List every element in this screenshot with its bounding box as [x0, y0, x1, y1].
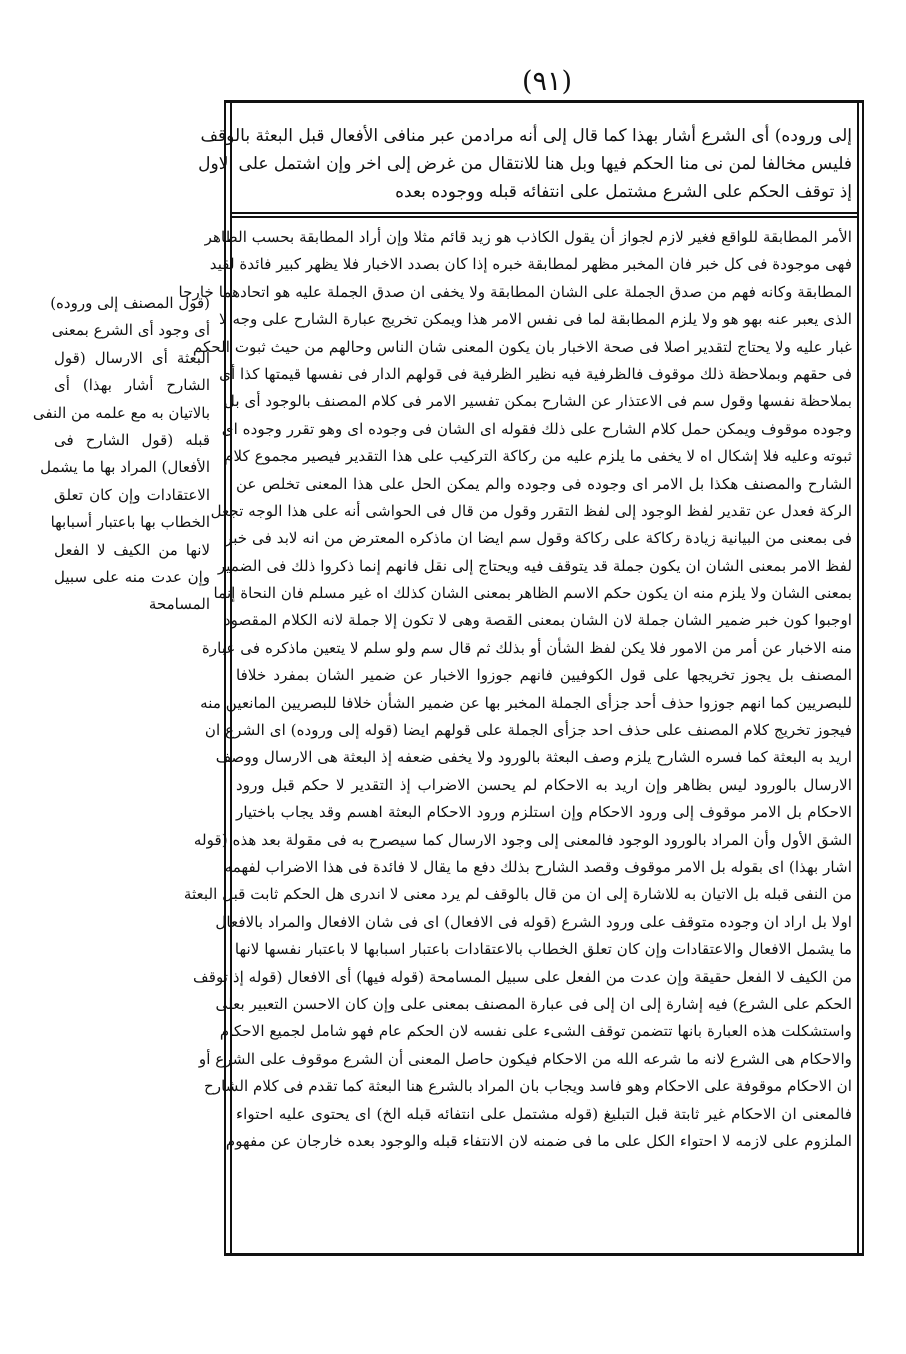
margin-line: أى وجود أى الشرع بمعنى	[51, 321, 210, 340]
sharh-line: بمعنى الشان ولا يلزم منه ان يكون حكم الاسم الظاهر بمعنى الشان كذلك اه غير مسلم فان النحاة إنما	[213, 584, 852, 603]
margin-line: المسامحة	[148, 595, 210, 614]
margin-line: قبله (قول الشارح فى	[54, 430, 210, 449]
matn-separator-rule	[230, 212, 858, 214]
sharh-line: الحكم على الشرع) فيه إشارة إلى ان إلى فى عبارة المصنف بمعنى على وإن كان الاحسن التعبير بعلى	[215, 994, 852, 1013]
margin-note-block	[32, 290, 210, 619]
sharh-line: فالمعنى ان الاحكام غير ثابتة قبل التبليغ (قوله مشتمل على انتفائه قبله الخ) اى يحتوى عليه احتواء	[236, 1104, 852, 1123]
sharh-line: فى بمعنى من البيانية زيادة ركاكة على ركاكة وقول سم ايضا ان ماذكره المعترض من انه لابد فى خبر	[224, 529, 852, 548]
margin-line: البعثة أى الارسال (قول	[54, 348, 210, 367]
matn-line: إذ توقف الحكم على الشرع مشتمل على انتفائه قبله ووجوده بعده	[395, 182, 852, 202]
sharh-line: غبار عليه ولا يحتاج لتقدير اصلا فى صحة الاخبار بان يكون المعنى شان الناس وحالهم من حيث ثبوت الحكم	[192, 337, 852, 356]
sharh-line: اولا بل اراد ان وجوده متوقف على ورود الشرع (قوله فى الافعال) اى فى شان الافعال والمراد بالافعال	[215, 912, 852, 931]
sharh-line: الركة فعدل عن تقدير لفظ الوجود إلى لفظ التقرر وقول من قال فى الحواشى أنه على هذا الوجه تجعل	[210, 501, 852, 520]
sharh-line: وجوده موقوف ويمكن حمل كلام الشارح على ذلك فقوله اى الشان فى وجوده اى وهو تقرر وجوده اى	[221, 419, 852, 438]
margin-line: بالاتيان به مع علمه من النفى	[32, 403, 210, 422]
sharh-line: من النفى قبله بل الاتيان به للاشارة إلى ان من قال بالوقف لم يرد معنى لا اندرى هل الحكم ثابت قبل البعثة	[183, 885, 852, 904]
sharh-line: فيجوز تخريج كلام المصنف على حذف احد جزأى الجملة على قولهم ايضا (قوله إلى وروده) اى الشرع ان	[204, 721, 852, 740]
sharh-line: منه الاخبار عن أمر من الامور فلا يكن لفظ الشأن أو بذلك ثم قال سم ولو سلم لا يتعين ماذكره فى عبارة	[201, 638, 852, 657]
sharh-line: ان الاحكام موقوفة على الاحكام وهو فاسد ويجاب بان المراد بالشرع هنا البعثة كما تقدم فى كلام الشارح	[204, 1077, 852, 1096]
sharh-line: اريد به البعثة كما فسره الشارح يلزم وصف البعثة بالورود ولا يخفى ضعفه إذ البعثة هى الارسال ووصف	[215, 748, 852, 767]
sharh-line: المطابقة وكانه فهم من صدق الجملة على الشان المطابقة ولا يخفى ان صدق الجملة عليه هو اتحادهما خارجا	[178, 282, 852, 301]
sharh-line: ما يشمل الافعال والاعتقادات وإن كان تعلق الخطاب بالاعتقادات باعتبار اسبابها لا باعتبار نفسها لانها	[234, 940, 852, 959]
sharh-line: والاحكام هى الشرع لانه ما شرعه الله من الاحكام فيكون حاصل المعنى أن الشرع موقوف على الشرع أو	[198, 1049, 852, 1068]
sharh-line: من الكيف لا الفعل حقيقة وإن عدت من الفعل على سبيل المسامحة (قوله فيها) أى الافعال (قوله إذ توقف	[192, 967, 852, 986]
sharh-line: اشار بهذا) اى بقوله بل الامر موقوف وقصد الشارح بذلك دفع ما يقال لا فائدة فى هذا الاضراب لفهمه	[224, 857, 852, 876]
sharh-line: ثبوته وعليه فلا إشكال اه لا يخفى ما يلزم عليه من ركاكة التركيب على هذا التقدير فيصير مجموع كلام	[224, 447, 852, 466]
sharh-line: اوجبوا كون خبر ضمير الشان جملة لان الشان بمعنى القصة وهى لا تكون إلا جملة لانه الكلام المقصود	[223, 611, 852, 630]
margin-line: وإن عدت منه على سبيل	[54, 567, 210, 586]
sharh-line: الشق الأول وأن المراد بالورود الوجود فالمعنى إلى وجود الارسال كما سيصرح به فى مقولة بعد هذه (قوله	[193, 830, 852, 849]
margin-line: (قول المصنف إلى وروده)	[50, 294, 210, 312]
matn-line: فليس مخالفا لمن نى منا الحكم فيها وبل هنا للانتقال من غرض إلى اخر وإن اشتمل على الاول	[198, 154, 852, 174]
sharh-line: فى حقهم وبملاحظة ذلك موقوف فالظرفية فيه نظير الظرفية فى قولهم الدار فى نفسها قيمتها كذا أى	[219, 364, 852, 383]
margin-line: الاعتقادات وإن كان تعلق	[54, 485, 210, 504]
sharh-line: الملزوم على لازمه لا احتواء الكل على ما فى ضمنه لان الانتفاء قبله والوجود بعده خارجان عن مفهوم	[225, 1131, 852, 1150]
sharh-line: للبصريين كما انهم جوزوا حذف أحد جزأى الجملة المخبر بها عن ضمير الشأن خلافا للبصريين المانعين منه	[200, 693, 852, 712]
matn-line: إلى وروده) أى الشرع أشار بهذا كما قال إلى أنه مرادمن عبر منافى الأفعال قبل البعثة بالوقف	[200, 126, 852, 146]
sharh-line: فهى موجودة فى كل خبر فان المخبر مظهر لمطابقة خبره إذا كان بصدد الاخبار فلا يظهر كبير فائدة لقيد	[209, 255, 852, 274]
sharh-line: واستشكلت هذه العبارة بانها تتضمن توقف الشىء على نفسه لان الحكم عام فهو شامل لجميع الاحكام	[219, 1022, 852, 1041]
sharh-line: الشارح والمصنف هكذا بل الامر اى وجوده فى وجوده والم يمكن الحل على هذا المعنى تخلص عن	[236, 474, 852, 493]
sharh-line: الأمر المطابقة للواقع فغير لازم لجواز أن يقول الكاذب هو زيد قائم مثلا وإن أراد المطابقة بحسب الظاهر	[204, 228, 852, 246]
frame-right-rule-inner	[862, 100, 864, 1253]
sharh-line: لفظ الامر بمعنى الشان ان يكون جملة قد يتوقف فيه ويحتاج إلى نقل فانهم إنما ذكروا ذلك فى الضمير	[217, 556, 852, 575]
sharh-line: بملاحظة نفسها وقول سم فى الاعتذار عن الشارح بمكن تفسير الامر فى كلام المصنف بالوجود أى بل	[223, 392, 852, 411]
sharh-line: الاحكام بل الامر موقوف إلى ورود الاحكام وإن استلزم ورود الاحكام البعثة اهسم وقد يجاب باختيار	[236, 803, 852, 822]
margin-line: الخطاب بها باعتبار أسبابها	[50, 513, 210, 532]
sharh-line: الذى يعبر عنه بهو هو ولا يلزم المطابقة لما فى نفس الامر هذا ويمكن تخريج عبارة الشارح على وجه لا	[218, 310, 852, 329]
sharh-text-block	[178, 224, 852, 1155]
matn-text-block	[198, 122, 852, 206]
margin-line: الشارح أشار بهذا) أى	[54, 376, 210, 395]
margin-line: لانها من الكيف لا الفعل	[54, 540, 210, 559]
page-number: (٩١)	[521, 66, 573, 97]
sharh-line: المصنف بل يجوز تخريجها على قول الكوفيين فانهم جوزوا الاخبار عن ضمير الشان بمفرد خلافا	[236, 666, 852, 685]
matn-separator-rule-2	[230, 216, 858, 218]
margin-line: الأفعال) المراد بها ما يشمل	[40, 458, 210, 477]
sharh-line: الارسال بالورود ليس بظاهر وإن اريد به الاحكام لم يحسن الاضراب إذ التقدير لا حكم قبل ورود	[236, 775, 852, 794]
frame-right-rule-outer	[857, 100, 859, 1253]
